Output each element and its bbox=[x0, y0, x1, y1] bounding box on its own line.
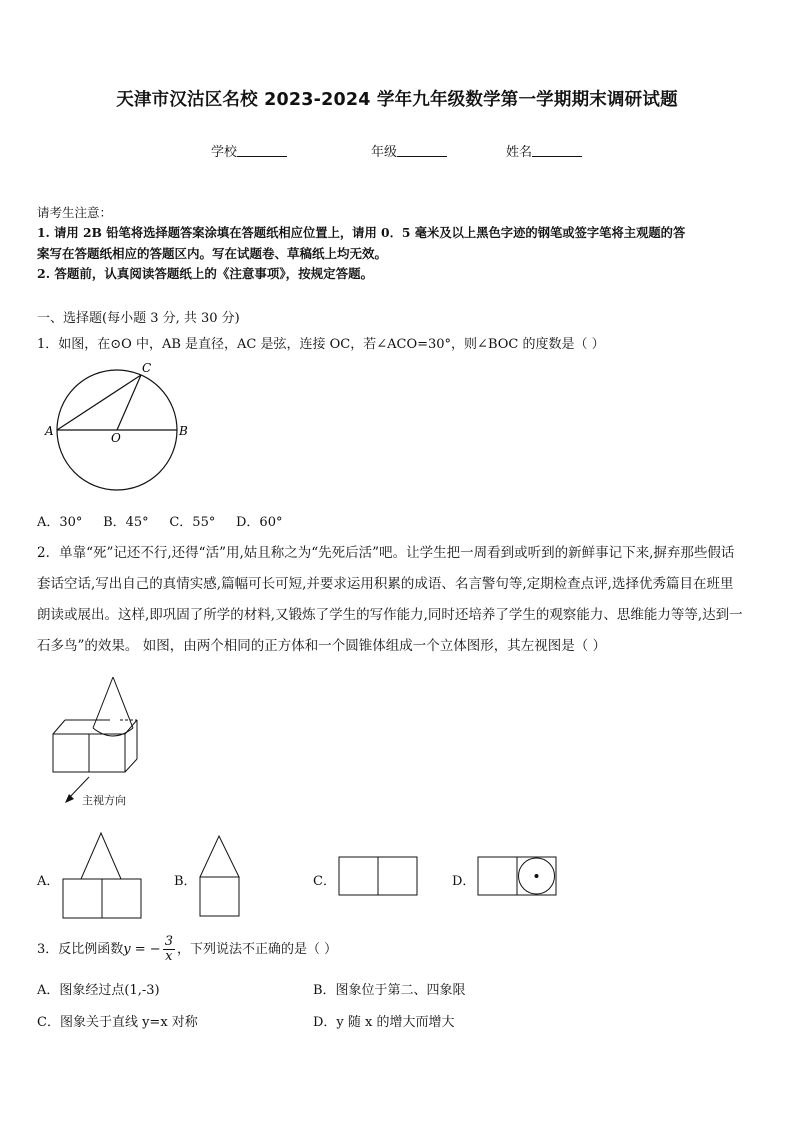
q2-opt-a-figure[interactable] bbox=[62, 832, 144, 922]
q2-opt-c-figure[interactable] bbox=[338, 856, 420, 898]
notice-heading: 请考生注意： bbox=[37, 205, 113, 220]
opt-a-triangle bbox=[81, 833, 121, 879]
view-arrow-head bbox=[65, 794, 74, 803]
q2-opt-b-label: B． bbox=[174, 874, 197, 889]
name-blank[interactable] bbox=[532, 144, 582, 157]
opt-d-center-dot bbox=[535, 874, 539, 878]
view-direction-label: 主视方向 bbox=[82, 794, 126, 807]
q2-opt-a-label: A． bbox=[37, 874, 60, 889]
q2-solid-figure bbox=[45, 672, 165, 812]
cube-front-left bbox=[53, 734, 89, 772]
q3-formula-lhs: y = − bbox=[123, 942, 161, 957]
notice-line-2: 2. 答题前，认真阅读答题纸上的《注意事项》，按规定答题。 bbox=[37, 266, 374, 281]
q3-numerator: 3 bbox=[164, 934, 173, 949]
q3-fraction bbox=[163, 935, 175, 964]
opt-a-square-left bbox=[63, 879, 102, 918]
q2-opt-d-label: D． bbox=[452, 874, 476, 889]
label-b: B bbox=[179, 424, 188, 438]
q3-stem bbox=[37, 930, 337, 970]
q3-option-d[interactable]: D．y 随 x 的增大而增大 bbox=[313, 1015, 455, 1030]
q2-line-3: 朗读或展出。这样,即巩固了所学的材料,又锻炼了学生的写作能力,同时还培养了学生的观察能力、思维能力等等,达到一 bbox=[37, 607, 743, 623]
grade-field[interactable] bbox=[371, 141, 447, 160]
notice-line-1b: 案写在答题纸相应的答题区内。写在试题卷、草稿纸上均无效。 bbox=[37, 246, 388, 261]
opt-a-square-right bbox=[102, 879, 141, 918]
name-field[interactable] bbox=[506, 141, 582, 160]
cube-bottom-right bbox=[125, 759, 137, 772]
grade-label: 年级 bbox=[371, 145, 398, 160]
name-label: 姓名 bbox=[506, 145, 533, 160]
page-title: 天津市汉沽区名校 2023-2024 学年九年级数学第一学期期末调研试题 bbox=[116, 90, 678, 110]
school-label: 学校 bbox=[211, 145, 238, 160]
q1-circle-figure bbox=[40, 358, 200, 508]
q3-stem-post: ，下列说法不正确的是（ ） bbox=[176, 942, 338, 957]
q2-line-1: 2．单靠“死”记还不行,还得“活”用,姑且称之为“先死后活”吧。让学生把一周看到或听到的新鲜事记下来,摒弃那些假话 bbox=[37, 545, 735, 561]
q1-stem: 1．如图，在⊙O 中，AB 是直径，AC 是弦，连接 OC，若∠ACO=30°，则∠BOC 的度数是（ ） bbox=[37, 337, 605, 352]
q3-option-b[interactable]: B．图象位于第二、四象限 bbox=[313, 983, 466, 998]
label-o: O bbox=[111, 431, 121, 445]
opt-b-triangle bbox=[200, 836, 239, 877]
q2-opt-b-figure[interactable] bbox=[199, 835, 243, 919]
q3-option-a[interactable]: A．图象经过点(1,-3) bbox=[37, 983, 160, 998]
grade-blank[interactable] bbox=[397, 144, 447, 157]
q3-stem-pre: 3．反比例函数 bbox=[37, 942, 124, 957]
school-field[interactable] bbox=[211, 141, 287, 160]
opt-b-square bbox=[200, 877, 239, 916]
label-c: C bbox=[142, 361, 152, 375]
q3-denominator: x bbox=[165, 949, 173, 964]
cube-front-right bbox=[89, 734, 125, 772]
q2-line-4: 石多鸟”的效果。 如图，由两个相同的正方体和一个圆锥体组成一个立体图形，其左视图是（ ） bbox=[37, 638, 606, 654]
opt-c-square-right bbox=[378, 857, 417, 895]
section-heading: 一、选择题(每小题 3 分, 共 30 分) bbox=[37, 311, 240, 326]
cube-top-left bbox=[53, 720, 65, 734]
notice-line-1: 1. 请用 2B 铅笔将选择题答案涂填在答题纸相应位置上，请用 0．5 毫米及以上黑色字迹的钢笔或签字笔将主观题的答 bbox=[37, 225, 686, 240]
q1-options: A．30° B．45° C．55° D．60° bbox=[37, 515, 283, 530]
opt-c-square-left bbox=[339, 857, 378, 895]
q2-opt-d-figure[interactable] bbox=[477, 856, 559, 898]
school-blank[interactable] bbox=[237, 144, 287, 157]
opt-d-square-left bbox=[478, 857, 517, 895]
q3-option-c[interactable]: C．图象关于直线 y=x 对称 bbox=[37, 1015, 198, 1030]
q2-opt-c-label: C． bbox=[313, 874, 336, 889]
q2-line-2: 套话空话,写出自己的真情实感,篇幅可长可短,并要求运用积累的成语、名言警句等,定期检查点评,选择优秀篇目在班里 bbox=[37, 576, 734, 592]
label-a: A bbox=[45, 424, 54, 438]
